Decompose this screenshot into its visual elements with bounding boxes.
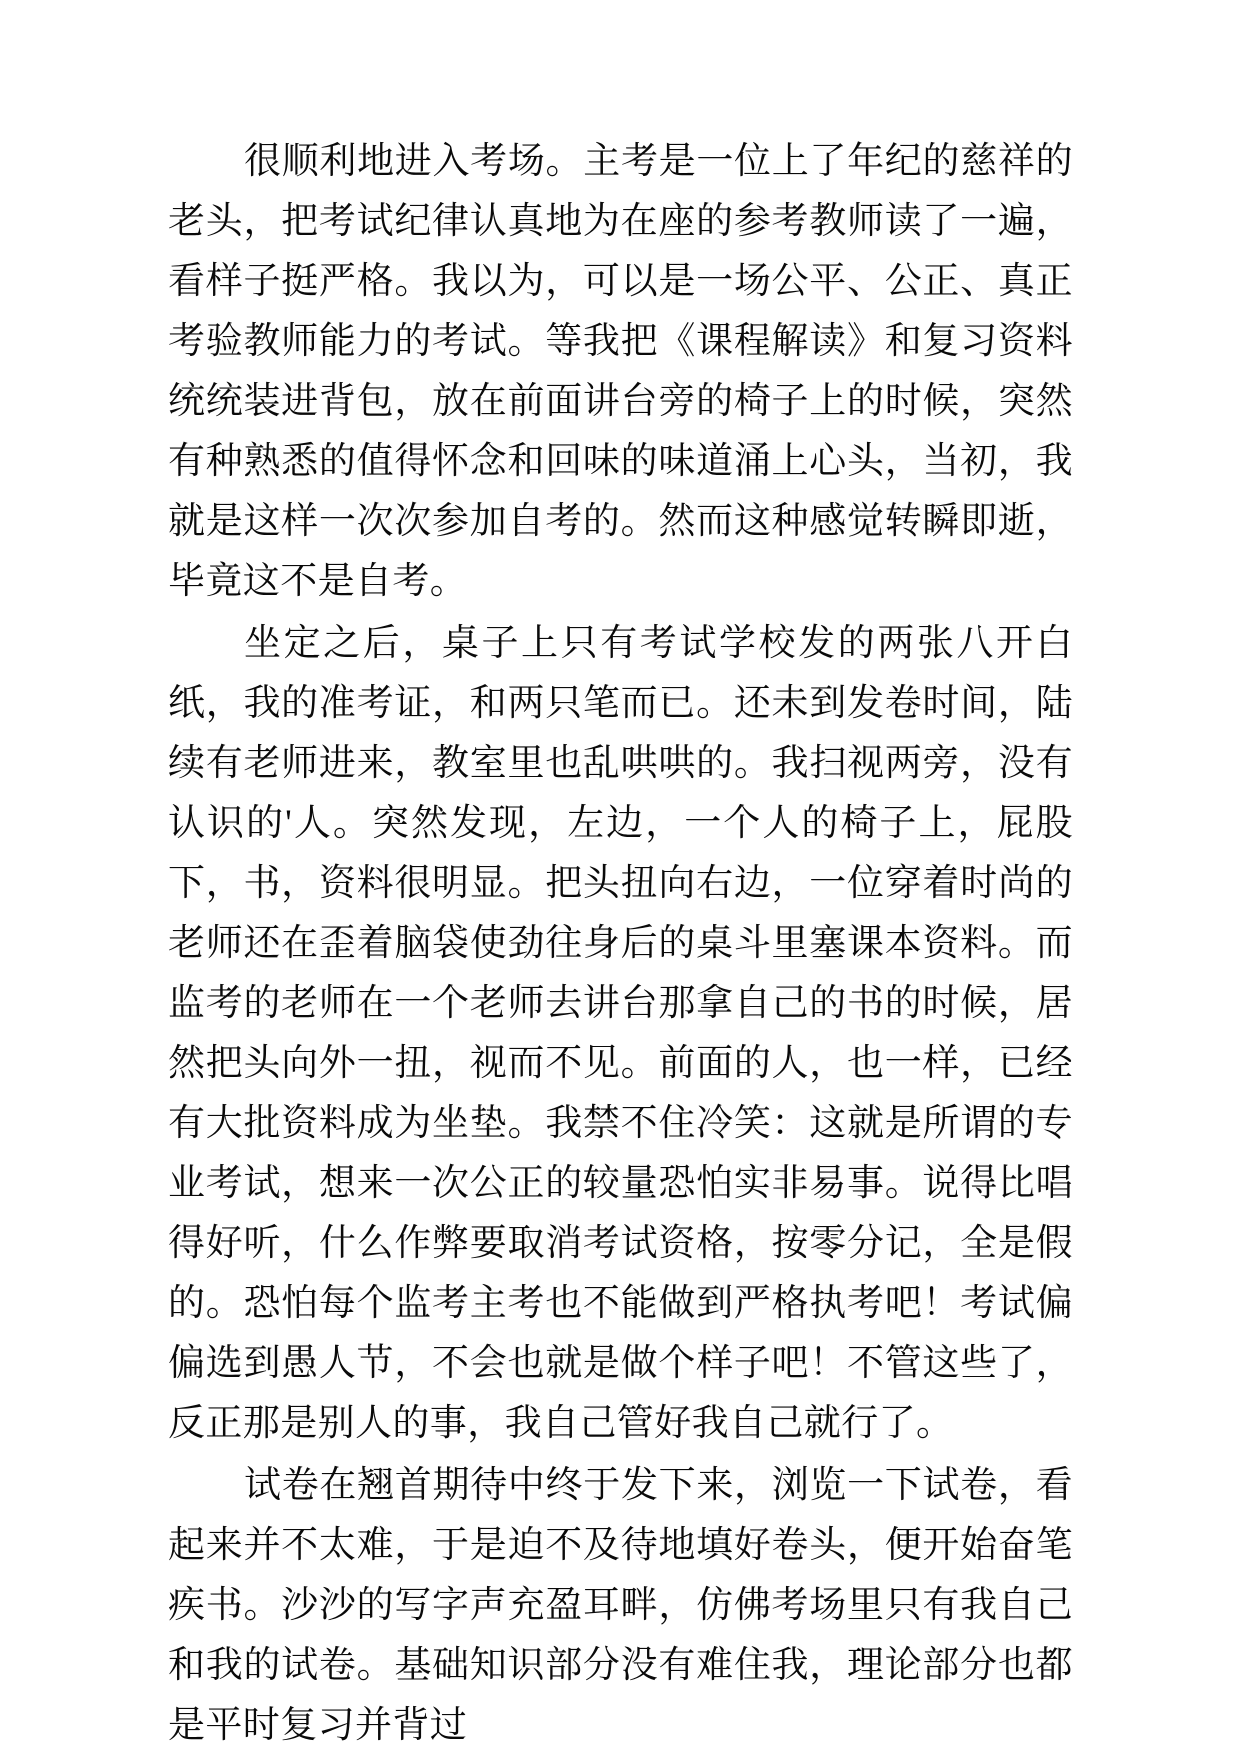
paragraph: 很顺利地进入考场。主考是一位上了年纪的慈祥的老头，把考试纪律认真地为在座的参考教师读了一遍，看样子挺严格。我以为，可以是一场公平、公正、真正考验教师能力的考试。等我把《课程解读》和复习资料统统装进背包，放在前面讲台旁的椅子上的时候，突然有种熟悉的值得怀念和回味的味道涌上心头，当初，我就是这样一次次参加自考的。然而这种感觉转瞬即逝，毕竟这不是自考。 [168, 141, 1073, 602]
paragraph: 试卷在翘首期待中终于发下来，浏览一下试卷，看起来并不太难，于是迫不及待地填好卷头，便开始奋笔疾书。沙沙的写字声充盈耳畔，仿佛考场里只有我自己和我的试卷。基础知识部分没有难住我，理论部分也都是平时复习并背过 [168, 1465, 1073, 1746]
paragraph: 坐定之后，桌子上只有考试学校发的两张八开白纸，我的准考证，和两只笔而已。还未到发卷时间，陆续有老师进来，教室里也乱哄哄的。我扫视两旁，没有认识的'人。突然发现，左边，一个人的椅子上，屁股下，书，资料很明显。把头扭向右边，一位穿着时尚的老师还在歪着脑袋使劲往身后的桌斗里塞课本资料。而监考的老师在一个老师去讲台那拿自己的书的时候，居然把头向外一扭，视而不见。前面的人，也一样，已经有大批资料成为坐垫。我禁不住冷笑：这就是所谓的专业考试，想来一次公正的较量恐怕实非易事。说得比唱得好听，什么作弊要取消考试资格，按零分记，全是假的。恐怕每个监考主考也不能做到严格执考吧！考试偏偏选到愚人节，不会也就是做个样子吧！不管这些了，反正那是别人的事，我自己管好我自己就行了。 [168, 623, 1073, 1444]
document-body [168, 132, 1073, 1756]
